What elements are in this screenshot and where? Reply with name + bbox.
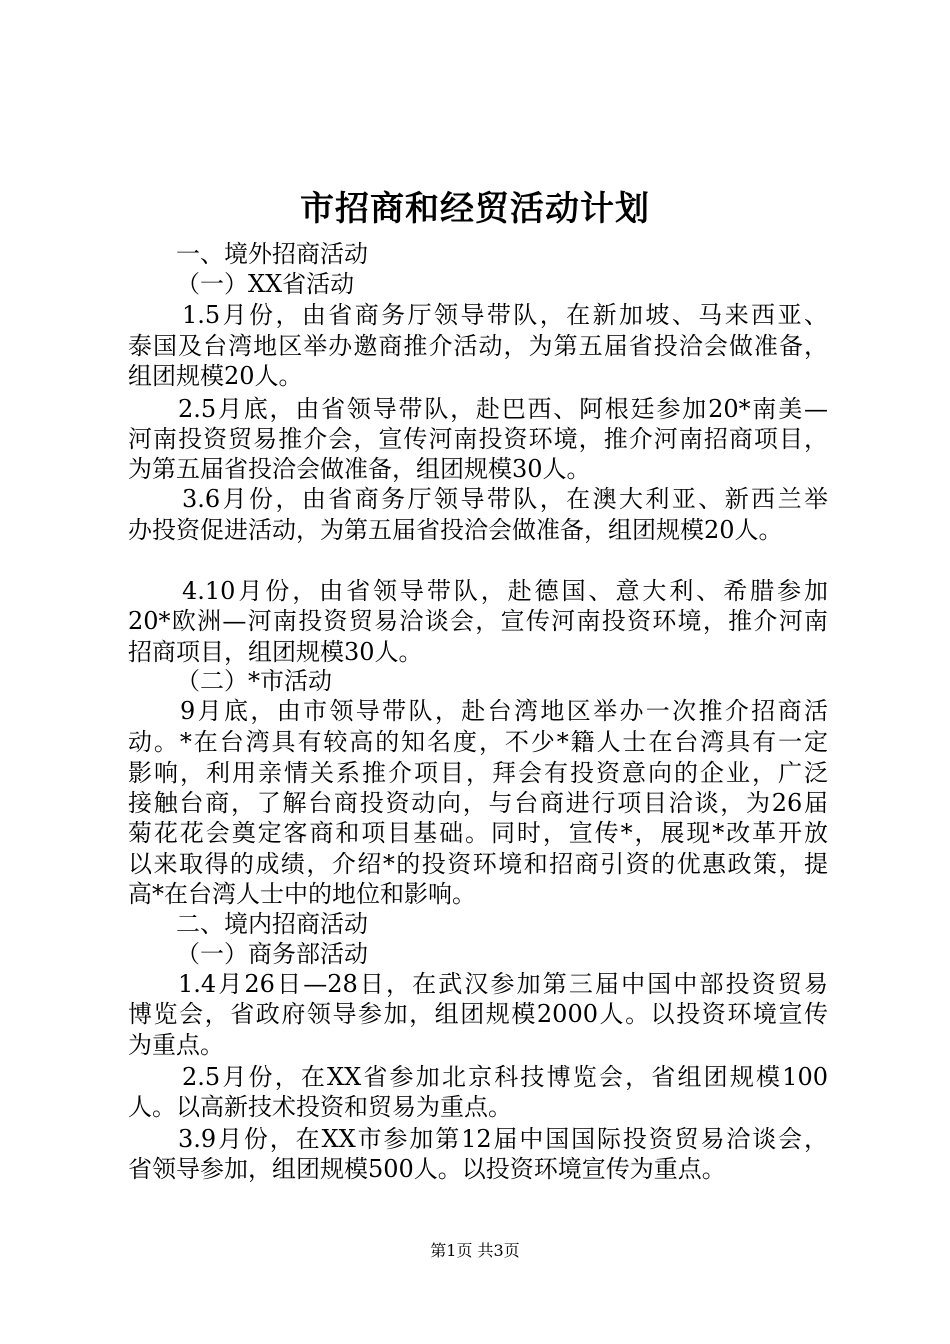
paragraph-line: 博览会，省政府领导参加，组团规模2000人。以投资环境宣传 (128, 1000, 828, 1028)
paragraph-line: 泰国及台湾地区举办邀商推介活动，为第五届省投洽会做准备， (128, 332, 828, 360)
paragraph-line: 河南投资贸易推介会，宣传河南投资环境，推介河南招商项目， (128, 425, 828, 453)
paragraph-line: 动。*在台湾具有较高的知名度，不少*籍人士在台湾具有一定 (128, 728, 828, 756)
subsection-heading: （一）商务部活动 (176, 940, 368, 968)
paragraph-line: 组团规模20人。 (128, 362, 303, 390)
paragraph-line: 2.5月份，在XX省参加北京科技博览会，省组团规模100 (182, 1063, 828, 1091)
paragraph-line: 为重点。 (128, 1031, 224, 1059)
subsection-heading: （二）*市活动 (176, 667, 332, 695)
paragraph-line: 为第五届省投洽会做准备，组团规模30人。 (128, 455, 591, 483)
document-title: 市招商和经贸活动计划 (300, 189, 650, 229)
paragraph-line: 20*欧洲—河南投资贸易洽谈会，宣传河南投资环境，推介河南 (128, 607, 828, 635)
paragraph-line: 1.5月份，由省商务厅领导带队，在新加坡、马来西亚、 (182, 301, 828, 329)
paragraph-line: 9月底，由市领导带队，赴台湾地区举办一次推介招商活 (180, 697, 828, 725)
paragraph-line: 3.6月份，由省商务厅领导带队，在澳大利亚、新西兰举 (182, 485, 828, 513)
paragraph-line: 2.5月底，由省领导带队，赴巴西、阿根廷参加20*南美— (178, 395, 828, 423)
paragraph-line: 人。以高新技术投资和贸易为重点。 (128, 1093, 512, 1121)
paragraph-line: 接触台商，了解台商投资动向，与台商进行项目洽谈，为26届 (128, 789, 828, 817)
paragraph-line: 高*在台湾人士中的地位和影响。 (128, 880, 476, 908)
subsection-heading: （一）XX省活动 (176, 270, 355, 298)
paragraph-line: 1.4月26日—28日，在武汉参加第三届中国中部投资贸易 (178, 970, 828, 998)
paragraph-line: 以来取得的成绩，介绍*的投资环境和招商引资的优惠政策，提 (128, 850, 828, 878)
paragraph-line: 省领导参加，组团规模500人。以投资环境宣传为重点。 (128, 1155, 726, 1183)
paragraph-line: 4.10月份，由省领导带队，赴德国、意大利、希腊参加 (182, 577, 828, 605)
paragraph-line: 菊花花会奠定客商和项目基础。同时，宣传*，展现*改革开放 (128, 819, 828, 847)
page-footer: 第1页 共3页 (430, 1241, 520, 1260)
section-heading: 二、境内招商活动 (176, 910, 368, 938)
section-heading: 一、境外招商活动 (176, 240, 368, 268)
paragraph-line: 招商项目，组团规模30人。 (128, 638, 423, 666)
paragraph-line: 办投资促进活动，为第五届省投洽会做准备，组团规模20人。 (128, 516, 783, 544)
paragraph-line: 3.9月份，在XX市参加第12届中国国际投资贸易洽谈会， (178, 1125, 828, 1153)
paragraph-line: 影响，利用亲情关系推介项目，拜会有投资意向的企业，广泛 (128, 759, 828, 787)
